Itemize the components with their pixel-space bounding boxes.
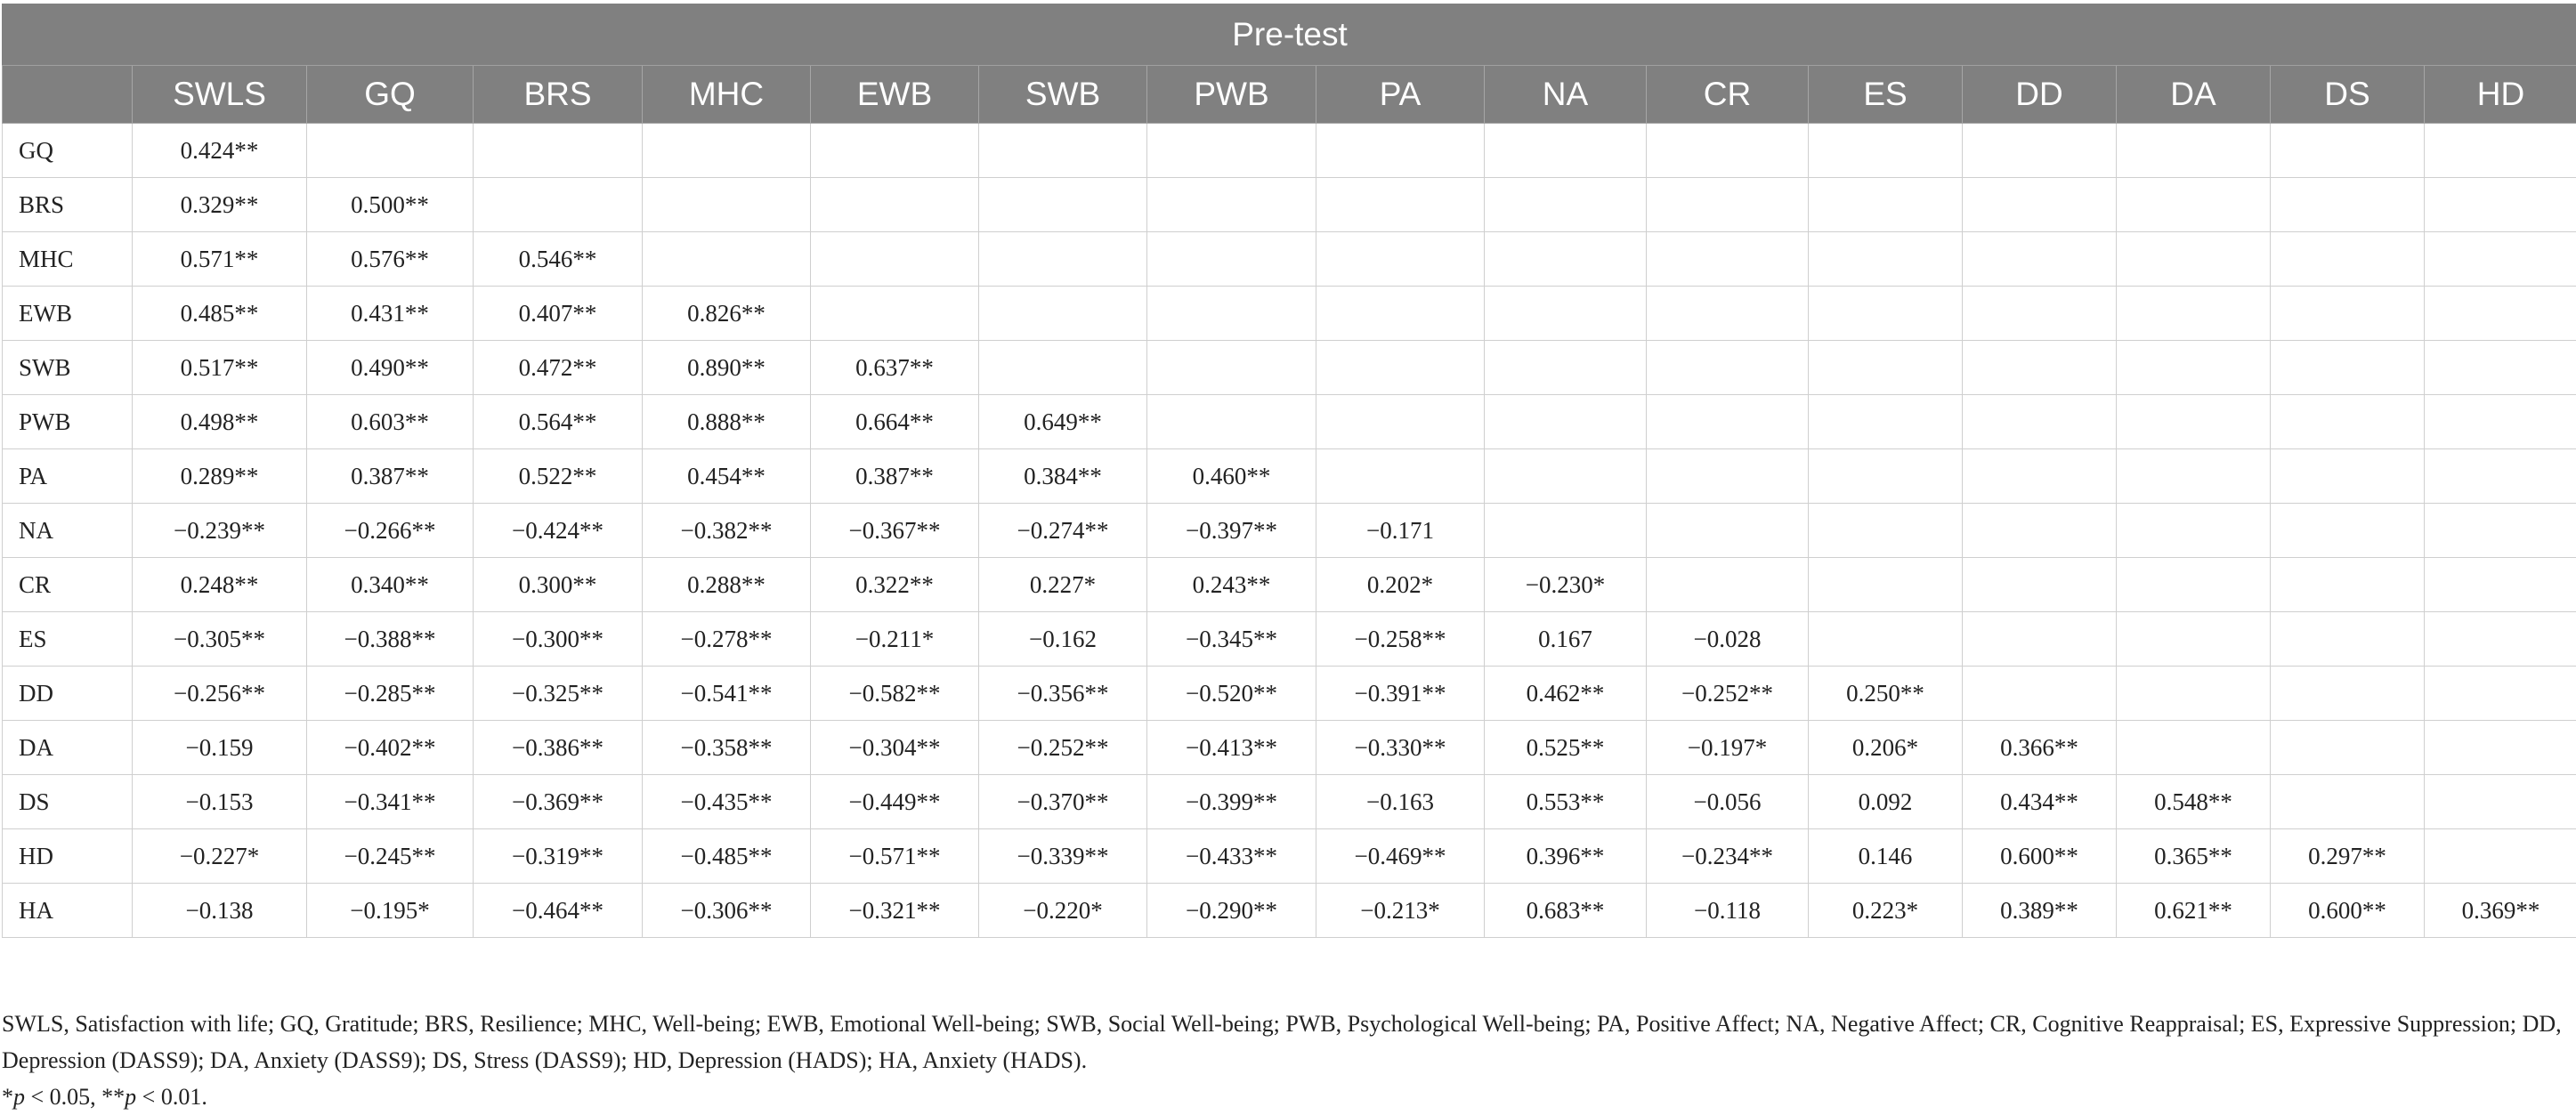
empty-cell <box>2425 178 2576 232</box>
correlation-cell: −0.230* <box>1485 558 1647 612</box>
empty-cell <box>2271 124 2425 178</box>
correlation-cell: 0.387** <box>811 449 979 504</box>
empty-cell <box>1809 232 1963 287</box>
correlation-cell: −0.424** <box>474 504 643 558</box>
correlation-cell: 0.890** <box>643 341 811 395</box>
empty-cell <box>2117 341 2271 395</box>
correlation-cell: 0.571** <box>133 232 307 287</box>
correlation-cell: 0.167 <box>1485 612 1647 667</box>
table-row <box>3 449 2576 504</box>
column-header-hd: HD <box>2425 66 2576 124</box>
empty-cell <box>1147 124 1316 178</box>
empty-cell <box>2271 558 2425 612</box>
empty-cell <box>1809 558 1963 612</box>
column-header-ds: DS <box>2271 66 2425 124</box>
correlation-cell: 0.564** <box>474 395 643 449</box>
empty-cell <box>1963 341 2117 395</box>
empty-cell <box>1485 341 1647 395</box>
column-header-cr: CR <box>1647 66 1809 124</box>
correlation-cell: 0.576** <box>307 232 474 287</box>
empty-cell <box>2117 667 2271 721</box>
empty-cell <box>2425 232 2576 287</box>
empty-cell <box>2425 829 2576 884</box>
correlation-table <box>2 4 2576 938</box>
correlation-cell: −0.358** <box>643 721 811 775</box>
column-header-da: DA <box>2117 66 2271 124</box>
empty-cell <box>1809 612 1963 667</box>
correlation-cell: 0.888** <box>643 395 811 449</box>
table-row <box>3 829 2576 884</box>
table-row <box>3 178 2576 232</box>
correlation-cell: −0.399** <box>1147 775 1316 829</box>
table-row <box>3 775 2576 829</box>
row-label-gq: GQ <box>3 124 133 178</box>
correlation-cell: 0.146 <box>1809 829 1963 884</box>
row-label-na: NA <box>3 504 133 558</box>
correlation-cell: −0.321** <box>811 884 979 938</box>
correlation-cell: 0.548** <box>2117 775 2271 829</box>
correlation-cell: 0.365** <box>2117 829 2271 884</box>
correlation-cell: −0.028 <box>1647 612 1809 667</box>
correlation-cell: 0.454** <box>643 449 811 504</box>
empty-cell <box>1485 232 1647 287</box>
empty-cell <box>1647 178 1809 232</box>
empty-cell <box>2271 449 2425 504</box>
empty-cell <box>2117 395 2271 449</box>
empty-cell <box>2425 341 2576 395</box>
correlation-cell: 0.500** <box>307 178 474 232</box>
column-header-pa: PA <box>1316 66 1485 124</box>
empty-cell <box>1963 558 2117 612</box>
row-label-dd: DD <box>3 667 133 721</box>
correlation-cell: −0.285** <box>307 667 474 721</box>
empty-cell <box>1647 504 1809 558</box>
correlation-cell: −0.138 <box>133 884 307 938</box>
empty-cell <box>2117 287 2271 341</box>
empty-cell <box>2117 232 2271 287</box>
empty-cell <box>1485 124 1647 178</box>
correlation-cell: 0.387** <box>307 449 474 504</box>
sig-p-2: p <box>125 1084 136 1110</box>
empty-cell <box>307 124 474 178</box>
empty-cell <box>2271 612 2425 667</box>
empty-cell <box>1316 395 1485 449</box>
correlation-cell: 0.462** <box>1485 667 1647 721</box>
empty-cell <box>2271 667 2425 721</box>
row-label-brs: BRS <box>3 178 133 232</box>
correlation-cell: −0.367** <box>811 504 979 558</box>
table-row <box>3 667 2576 721</box>
correlation-cell: 0.407** <box>474 287 643 341</box>
empty-cell <box>2425 124 2576 178</box>
sig-star-1: * <box>2 1084 13 1110</box>
empty-cell <box>979 178 1147 232</box>
sig-threshold-1: < 0.05, <box>25 1084 101 1110</box>
empty-cell <box>1963 612 2117 667</box>
correlation-cell: 0.340** <box>307 558 474 612</box>
empty-cell <box>1485 395 1647 449</box>
empty-cell <box>1316 124 1485 178</box>
column-header-mhc: MHC <box>643 66 811 124</box>
correlation-cell: −0.356** <box>979 667 1147 721</box>
table-row <box>3 612 2576 667</box>
empty-cell <box>1485 178 1647 232</box>
row-label-ds: DS <box>3 775 133 829</box>
correlation-table-container <box>2 4 2574 938</box>
empty-cell <box>1963 667 2117 721</box>
row-label-hd: HD <box>3 829 133 884</box>
correlation-cell: 0.227* <box>979 558 1147 612</box>
row-label-ewb: EWB <box>3 287 133 341</box>
sig-p-1: p <box>13 1084 25 1110</box>
correlation-cell: 0.525** <box>1485 721 1647 775</box>
correlation-cell: 0.683** <box>1485 884 1647 938</box>
correlation-cell: −0.290** <box>1147 884 1316 938</box>
correlation-cell: −0.464** <box>474 884 643 938</box>
correlation-cell: 0.297** <box>2271 829 2425 884</box>
empty-cell <box>2117 721 2271 775</box>
correlation-cell: 0.621** <box>2117 884 2271 938</box>
correlation-cell: 0.472** <box>474 341 643 395</box>
correlation-cell: 0.600** <box>2271 884 2425 938</box>
empty-cell <box>1316 287 1485 341</box>
column-header-gq: GQ <box>307 66 474 124</box>
row-label-pa: PA <box>3 449 133 504</box>
empty-cell <box>1316 178 1485 232</box>
correlation-cell: −0.541** <box>643 667 811 721</box>
group-header-row <box>3 4 2576 66</box>
correlation-cell: −0.435** <box>643 775 811 829</box>
row-label-da: DA <box>3 721 133 775</box>
correlation-cell: −0.305** <box>133 612 307 667</box>
correlation-cell: 0.664** <box>811 395 979 449</box>
empty-cell <box>1147 395 1316 449</box>
empty-cell <box>1647 232 1809 287</box>
correlation-cell: 0.250** <box>1809 667 1963 721</box>
table-row <box>3 395 2576 449</box>
correlation-cell: 0.396** <box>1485 829 1647 884</box>
empty-cell <box>2425 558 2576 612</box>
correlation-cell: 0.384** <box>979 449 1147 504</box>
empty-cell <box>2271 775 2425 829</box>
correlation-cell: −0.211* <box>811 612 979 667</box>
correlation-cell: 0.431** <box>307 287 474 341</box>
row-label-pwb: PWB <box>3 395 133 449</box>
empty-cell <box>474 178 643 232</box>
correlation-cell: −0.433** <box>1147 829 1316 884</box>
correlation-cell: −0.227* <box>133 829 307 884</box>
empty-cell <box>643 178 811 232</box>
correlation-cell: 0.424** <box>133 124 307 178</box>
column-header-na: NA <box>1485 66 1647 124</box>
correlation-cell: 0.434** <box>1963 775 2117 829</box>
correlation-cell: −0.582** <box>811 667 979 721</box>
empty-cell <box>2425 775 2576 829</box>
empty-cell <box>1809 341 1963 395</box>
empty-cell <box>474 124 643 178</box>
correlation-cell: 0.288** <box>643 558 811 612</box>
correlation-cell: −0.345** <box>1147 612 1316 667</box>
correlation-cell: −0.391** <box>1316 667 1485 721</box>
empty-cell <box>979 232 1147 287</box>
empty-cell <box>811 178 979 232</box>
empty-cell <box>811 232 979 287</box>
correlation-cell: −0.325** <box>474 667 643 721</box>
correlation-cell: −0.469** <box>1316 829 1485 884</box>
correlation-cell: −0.413** <box>1147 721 1316 775</box>
correlation-cell: 0.206* <box>1809 721 1963 775</box>
table-body <box>3 124 2576 938</box>
empty-cell <box>1963 287 2117 341</box>
correlation-cell: −0.252** <box>979 721 1147 775</box>
correlation-cell: −0.300** <box>474 612 643 667</box>
empty-cell <box>2117 504 2271 558</box>
empty-cell <box>2271 287 2425 341</box>
empty-cell <box>2117 178 2271 232</box>
correlation-cell: −0.304** <box>811 721 979 775</box>
empty-cell <box>2425 667 2576 721</box>
correlation-cell: 0.485** <box>133 287 307 341</box>
abbreviations-note: SWLS, Satisfaction with life; GQ, Gratitude; BRS, Resilience; MHC, Well-being; EWB, Emotional Well-being; SWB, Social Well-being; PWB, Psychological Well-being; PA, Positive Affect; NA, Negative Affect; CR, Cognitive Reappraisal; ES, Expressive Suppression; DD, Depression (DASS9); DA, Anxiety (DASS9); DS, Stress (DASS9); HD, Depression (HADS); HA, Anxiety (HADS). <box>2 1006 2570 1079</box>
correlation-cell: 0.289** <box>133 449 307 504</box>
empty-cell <box>979 341 1147 395</box>
correlation-cell: 0.243** <box>1147 558 1316 612</box>
empty-cell <box>1809 504 1963 558</box>
empty-cell <box>1963 124 2117 178</box>
correlation-cell: 0.553** <box>1485 775 1647 829</box>
empty-cell <box>1963 449 2117 504</box>
correlation-cell: 0.546** <box>474 232 643 287</box>
correlation-cell: −0.213* <box>1316 884 1485 938</box>
column-header-brs: BRS <box>474 66 643 124</box>
column-header-es: ES <box>1809 66 1963 124</box>
table-row <box>3 721 2576 775</box>
row-label-mhc: MHC <box>3 232 133 287</box>
empty-cell <box>2271 178 2425 232</box>
empty-cell <box>643 232 811 287</box>
empty-cell <box>1809 287 1963 341</box>
empty-cell <box>1485 287 1647 341</box>
correlation-cell: 0.498** <box>133 395 307 449</box>
correlation-cell: −0.330** <box>1316 721 1485 775</box>
correlation-cell: 0.202* <box>1316 558 1485 612</box>
empty-cell <box>1809 449 1963 504</box>
table-row <box>3 287 2576 341</box>
sig-threshold-2: < 0.01. <box>136 1084 207 1110</box>
empty-cell <box>2271 721 2425 775</box>
empty-cell <box>1316 232 1485 287</box>
empty-cell <box>1485 504 1647 558</box>
correlation-cell: −0.171 <box>1316 504 1485 558</box>
correlation-cell: −0.195* <box>307 884 474 938</box>
correlation-cell: −0.118 <box>1647 884 1809 938</box>
correlation-cell: −0.397** <box>1147 504 1316 558</box>
empty-cell <box>2425 612 2576 667</box>
correlation-cell: 0.637** <box>811 341 979 395</box>
correlation-cell: 0.490** <box>307 341 474 395</box>
correlation-cell: −0.402** <box>307 721 474 775</box>
correlation-cell: 0.092 <box>1809 775 1963 829</box>
empty-cell <box>2117 124 2271 178</box>
empty-cell <box>2425 721 2576 775</box>
row-label-ha: HA <box>3 884 133 938</box>
correlation-cell: 0.603** <box>307 395 474 449</box>
empty-cell <box>1147 287 1316 341</box>
column-header-ewb: EWB <box>811 66 979 124</box>
empty-cell <box>1809 124 1963 178</box>
empty-cell <box>811 124 979 178</box>
correlation-cell: −0.056 <box>1647 775 1809 829</box>
correlation-cell: −0.339** <box>979 829 1147 884</box>
empty-cell <box>1647 341 1809 395</box>
empty-cell <box>2271 341 2425 395</box>
empty-cell <box>1147 341 1316 395</box>
empty-cell <box>1963 232 2117 287</box>
empty-cell <box>1809 178 1963 232</box>
correlation-cell: −0.388** <box>307 612 474 667</box>
correlation-cell: 0.329** <box>133 178 307 232</box>
empty-cell <box>2117 558 2271 612</box>
empty-cell <box>979 287 1147 341</box>
correlation-cell: 0.322** <box>811 558 979 612</box>
empty-cell <box>2425 449 2576 504</box>
column-header-row <box>3 66 2576 124</box>
table-footnotes <box>2 1006 2570 1115</box>
empty-cell <box>1647 558 1809 612</box>
table-row <box>3 124 2576 178</box>
empty-cell <box>1316 449 1485 504</box>
empty-cell <box>2425 287 2576 341</box>
empty-cell <box>2117 449 2271 504</box>
correlation-cell: −0.278** <box>643 612 811 667</box>
correlation-cell: 0.649** <box>979 395 1147 449</box>
empty-cell <box>2425 504 2576 558</box>
significance-note <box>2 1079 2570 1115</box>
empty-cell <box>1963 395 2117 449</box>
correlation-cell: 0.248** <box>133 558 307 612</box>
table-row <box>3 232 2576 287</box>
empty-cell <box>2117 612 2271 667</box>
empty-cell <box>811 287 979 341</box>
empty-cell <box>1647 395 1809 449</box>
correlation-cell: 0.460** <box>1147 449 1316 504</box>
empty-cell <box>1147 178 1316 232</box>
corner-cell <box>3 66 133 124</box>
empty-cell <box>2425 395 2576 449</box>
correlation-cell: 0.522** <box>474 449 643 504</box>
empty-cell <box>979 124 1147 178</box>
correlation-cell: −0.245** <box>307 829 474 884</box>
correlation-cell: −0.159 <box>133 721 307 775</box>
correlation-cell: 0.366** <box>1963 721 2117 775</box>
correlation-cell: −0.220* <box>979 884 1147 938</box>
correlation-cell: −0.239** <box>133 504 307 558</box>
correlation-cell: −0.274** <box>979 504 1147 558</box>
empty-cell <box>2271 395 2425 449</box>
empty-cell <box>1485 449 1647 504</box>
empty-cell <box>1147 232 1316 287</box>
table-row <box>3 884 2576 938</box>
empty-cell <box>1647 287 1809 341</box>
empty-cell <box>1963 504 2117 558</box>
table-row <box>3 504 2576 558</box>
empty-cell <box>2271 232 2425 287</box>
empty-cell <box>1963 178 2117 232</box>
row-label-cr: CR <box>3 558 133 612</box>
correlation-cell: −0.319** <box>474 829 643 884</box>
correlation-cell: −0.266** <box>307 504 474 558</box>
correlation-cell: −0.256** <box>133 667 307 721</box>
correlation-cell: −0.520** <box>1147 667 1316 721</box>
correlation-cell: −0.234** <box>1647 829 1809 884</box>
row-label-swb: SWB <box>3 341 133 395</box>
correlation-cell: −0.382** <box>643 504 811 558</box>
correlation-cell: −0.485** <box>643 829 811 884</box>
correlation-cell: −0.386** <box>474 721 643 775</box>
correlation-cell: −0.258** <box>1316 612 1485 667</box>
correlation-cell: 0.223* <box>1809 884 1963 938</box>
empty-cell <box>2271 504 2425 558</box>
column-header-pwb: PWB <box>1147 66 1316 124</box>
sig-star-2: ** <box>101 1084 125 1110</box>
correlation-cell: 0.600** <box>1963 829 2117 884</box>
table-row <box>3 341 2576 395</box>
correlation-cell: −0.571** <box>811 829 979 884</box>
correlation-cell: −0.153 <box>133 775 307 829</box>
column-header-swb: SWB <box>979 66 1147 124</box>
correlation-cell: −0.449** <box>811 775 979 829</box>
column-header-dd: DD <box>1963 66 2117 124</box>
row-label-es: ES <box>3 612 133 667</box>
correlation-cell: −0.252** <box>1647 667 1809 721</box>
correlation-cell: 0.517** <box>133 341 307 395</box>
empty-cell <box>643 124 811 178</box>
column-header-swls: SWLS <box>133 66 307 124</box>
empty-cell <box>1316 341 1485 395</box>
table-row <box>3 558 2576 612</box>
group-header: Pre-test <box>3 4 2576 66</box>
empty-cell <box>1647 124 1809 178</box>
correlation-cell: 0.389** <box>1963 884 2117 938</box>
correlation-cell: −0.306** <box>643 884 811 938</box>
correlation-cell: −0.163 <box>1316 775 1485 829</box>
correlation-cell: 0.369** <box>2425 884 2576 938</box>
correlation-cell: −0.370** <box>979 775 1147 829</box>
empty-cell <box>1809 395 1963 449</box>
correlation-cell: −0.197* <box>1647 721 1809 775</box>
correlation-cell: 0.300** <box>474 558 643 612</box>
correlation-cell: −0.162 <box>979 612 1147 667</box>
correlation-cell: 0.826** <box>643 287 811 341</box>
correlation-cell: −0.341** <box>307 775 474 829</box>
correlation-cell: −0.369** <box>474 775 643 829</box>
empty-cell <box>1647 449 1809 504</box>
